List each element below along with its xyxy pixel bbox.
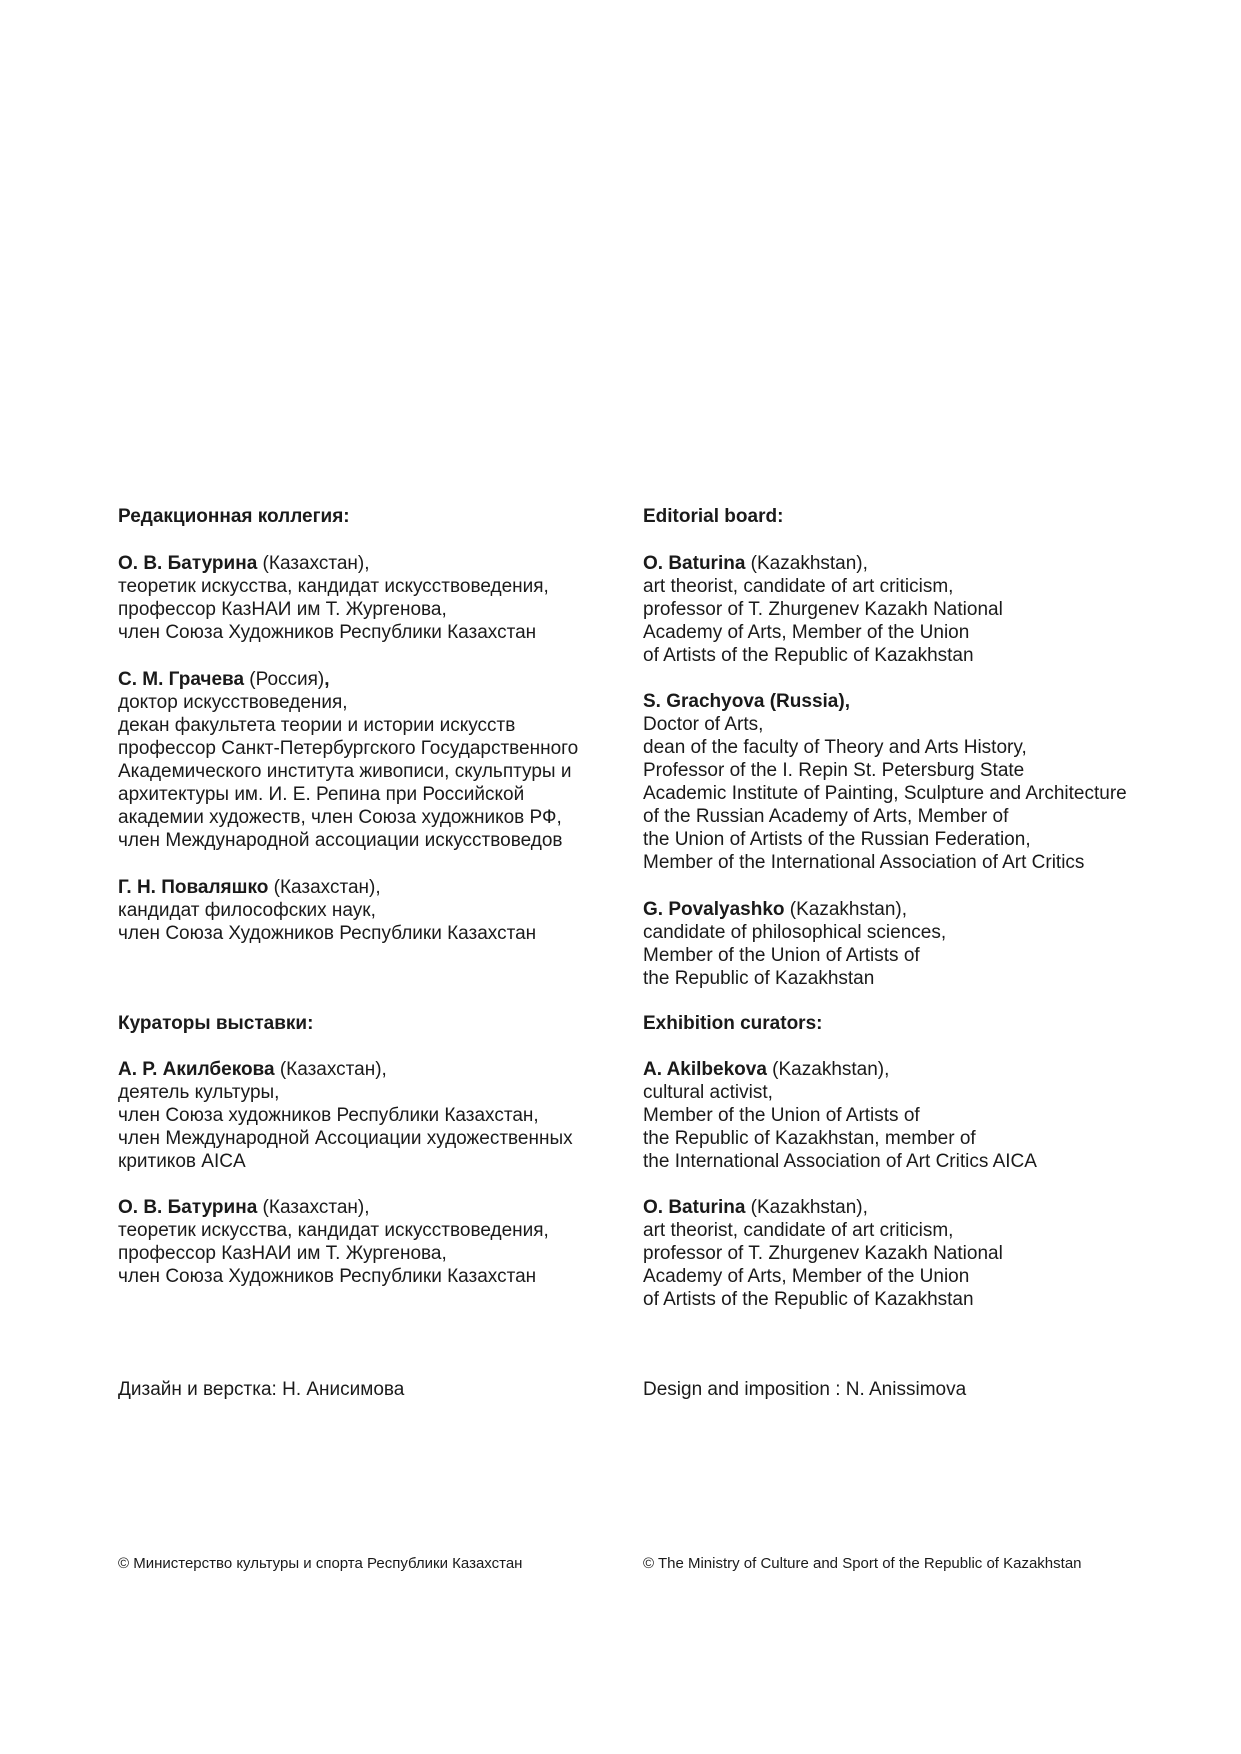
editor-name: С. М. Грачева bbox=[118, 669, 245, 690]
editor-detail-line: of the Russian Academy of Arts, Member of bbox=[643, 806, 1009, 827]
editor-detail-line: архитектуры им. И. Е. Репина при Российской bbox=[118, 784, 525, 805]
editor-entry-baturina bbox=[643, 552, 1003, 667]
curator-country: (Kazakhstan), bbox=[745, 1197, 868, 1218]
editor-detail-line: Member of the International Association of Art Critics bbox=[643, 852, 1085, 873]
editor-detail-line: профессор КазНАИ им Т. Жургенова, bbox=[118, 599, 447, 620]
editor-name: G. Povalyashko bbox=[643, 899, 785, 920]
curator-country: (Kazakhstan), bbox=[766, 1059, 890, 1080]
editor-country: (Россия) bbox=[244, 669, 325, 690]
curator-detail-line: cultural activist, bbox=[643, 1082, 773, 1103]
curator-detail-line: член Союза художников Республики Казахстан, bbox=[118, 1105, 539, 1126]
editor-name-trail: , bbox=[324, 669, 330, 690]
editor-name: О. В. Батурина bbox=[118, 553, 258, 574]
curator-detail-line: профессор КазНАИ им Т. Жургенова, bbox=[118, 1243, 447, 1264]
editor-entry-grachyova bbox=[643, 690, 1127, 874]
curator-name: А. Р. Акилбекова bbox=[118, 1059, 275, 1080]
curator-name: O. Baturina bbox=[643, 1197, 746, 1218]
editor-detail-line: член Союза Художников Республики Казахстан bbox=[118, 622, 537, 643]
editor-entry-povalyashko bbox=[118, 876, 536, 945]
editor-detail-line: the Union of Artists of the Russian Federation, bbox=[643, 829, 1031, 850]
editor-detail-line: кандидат философских наук, bbox=[118, 900, 376, 921]
editor-entry-povalyashko bbox=[643, 898, 946, 990]
editor-country: (Казахстан), bbox=[268, 877, 381, 898]
editor-detail-line: professor of T. Zhurgenev Kazakh National bbox=[643, 599, 1003, 620]
design-credit: Design and imposition : N. Anissimova bbox=[643, 1379, 967, 1400]
curator-detail-line: Academy of Arts, Member of the Union bbox=[643, 1266, 970, 1287]
editor-detail-line: член Союза Художников Республики Казахстан bbox=[118, 923, 537, 944]
curator-country: (Казахстан), bbox=[257, 1197, 370, 1218]
editor-detail-line: dean of the faculty of Theory and Arts History, bbox=[643, 737, 1027, 758]
editor-entry-baturina bbox=[118, 552, 549, 644]
editor-detail-line: Academic Institute of Painting, Sculpture and Architecture bbox=[643, 783, 1127, 804]
curator-name: О. В. Батурина bbox=[118, 1197, 258, 1218]
editor-country: (Казахстан), bbox=[257, 553, 370, 574]
editor-detail-line: профессор Санкт-Петербургского Государственного bbox=[118, 738, 579, 759]
editor-detail-line: Academy of Arts, Member of the Union bbox=[643, 622, 970, 643]
editor-name: Г. Н. Поваляшко bbox=[118, 877, 269, 898]
editor-detail-line: art theorist, candidate of art criticism, bbox=[643, 576, 954, 597]
editorial-board-heading: Editorial board: bbox=[643, 506, 784, 527]
curator-entry-akilbekova bbox=[118, 1058, 573, 1173]
curator-country: (Казахстан), bbox=[274, 1059, 387, 1080]
curator-detail-line: the International Association of Art Critics AICA bbox=[643, 1151, 1037, 1172]
editor-detail-line: доктор искусствоведения, bbox=[118, 692, 348, 713]
editor-detail-line: декан факультета теории и истории искусств bbox=[118, 715, 516, 736]
curators-heading: Кураторы выставки: bbox=[118, 1013, 314, 1034]
editor-country: (Kazakhstan), bbox=[745, 553, 868, 574]
curator-detail-line: деятель культуры, bbox=[118, 1082, 280, 1103]
curator-detail-line: член Союза Художников Республики Казахстан bbox=[118, 1266, 537, 1287]
editor-detail-line: the Republic of Kazakhstan bbox=[643, 968, 875, 989]
editor-country: (Kazakhstan), bbox=[784, 899, 908, 920]
curator-entry-baturina bbox=[643, 1196, 1003, 1311]
curator-detail-line: professor of T. Zhurgenev Kazakh National bbox=[643, 1243, 1003, 1264]
editor-entry-gracheva bbox=[118, 668, 578, 852]
design-credit: Дизайн и верстка: Н. Анисимова bbox=[118, 1379, 405, 1400]
curator-name: A. Akilbekova bbox=[643, 1059, 767, 1080]
curator-entry-akilbekova bbox=[643, 1058, 1037, 1173]
editor-detail-line: член Международной ассоциации искусствоведов bbox=[118, 830, 563, 851]
copyright-notice: © Министерство культуры и спорта Республики Казахстан bbox=[118, 1555, 523, 1572]
curator-detail-line: теоретик искусства, кандидат искусствоведения, bbox=[118, 1220, 549, 1241]
curator-entry-baturina bbox=[118, 1196, 549, 1288]
editor-detail-line: теоретик искусства, кандидат искусствоведения, bbox=[118, 576, 549, 597]
editorial-board-heading: Редакционная коллегия: bbox=[118, 506, 350, 527]
editor-detail-line: Doctor of Arts, bbox=[643, 714, 764, 735]
curator-detail-line: член Международной Ассоциации художественных bbox=[118, 1128, 573, 1149]
editor-detail-line: академии художеств, член Союза художников РФ, bbox=[118, 807, 562, 828]
curator-detail-line: of Artists of the Republic of Kazakhstan bbox=[643, 1289, 974, 1310]
curator-detail-line: art theorist, candidate of art criticism, bbox=[643, 1220, 954, 1241]
curator-detail-line: критиков AICA bbox=[118, 1151, 246, 1172]
editor-detail-line: of Artists of the Republic of Kazakhstan bbox=[643, 645, 974, 666]
editor-detail-line: Member of the Union of Artists of bbox=[643, 945, 920, 966]
editor-name: O. Baturina bbox=[643, 553, 746, 574]
editor-name: S. Grachyova (Russia), bbox=[643, 691, 850, 712]
editor-detail-line: Академического института живописи, скульптуры и bbox=[118, 761, 572, 782]
curators-heading: Exhibition curators: bbox=[643, 1013, 823, 1034]
editor-detail-line: Professor of the I. Repin St. Petersburg State bbox=[643, 760, 1025, 781]
editor-detail-line: candidate of philosophical sciences, bbox=[643, 922, 947, 943]
curator-detail-line: the Republic of Kazakhstan, member of bbox=[643, 1128, 976, 1149]
curator-detail-line: Member of the Union of Artists of bbox=[643, 1105, 920, 1126]
copyright-notice: © The Ministry of Culture and Sport of the Republic of Kazakhstan bbox=[643, 1555, 1082, 1572]
